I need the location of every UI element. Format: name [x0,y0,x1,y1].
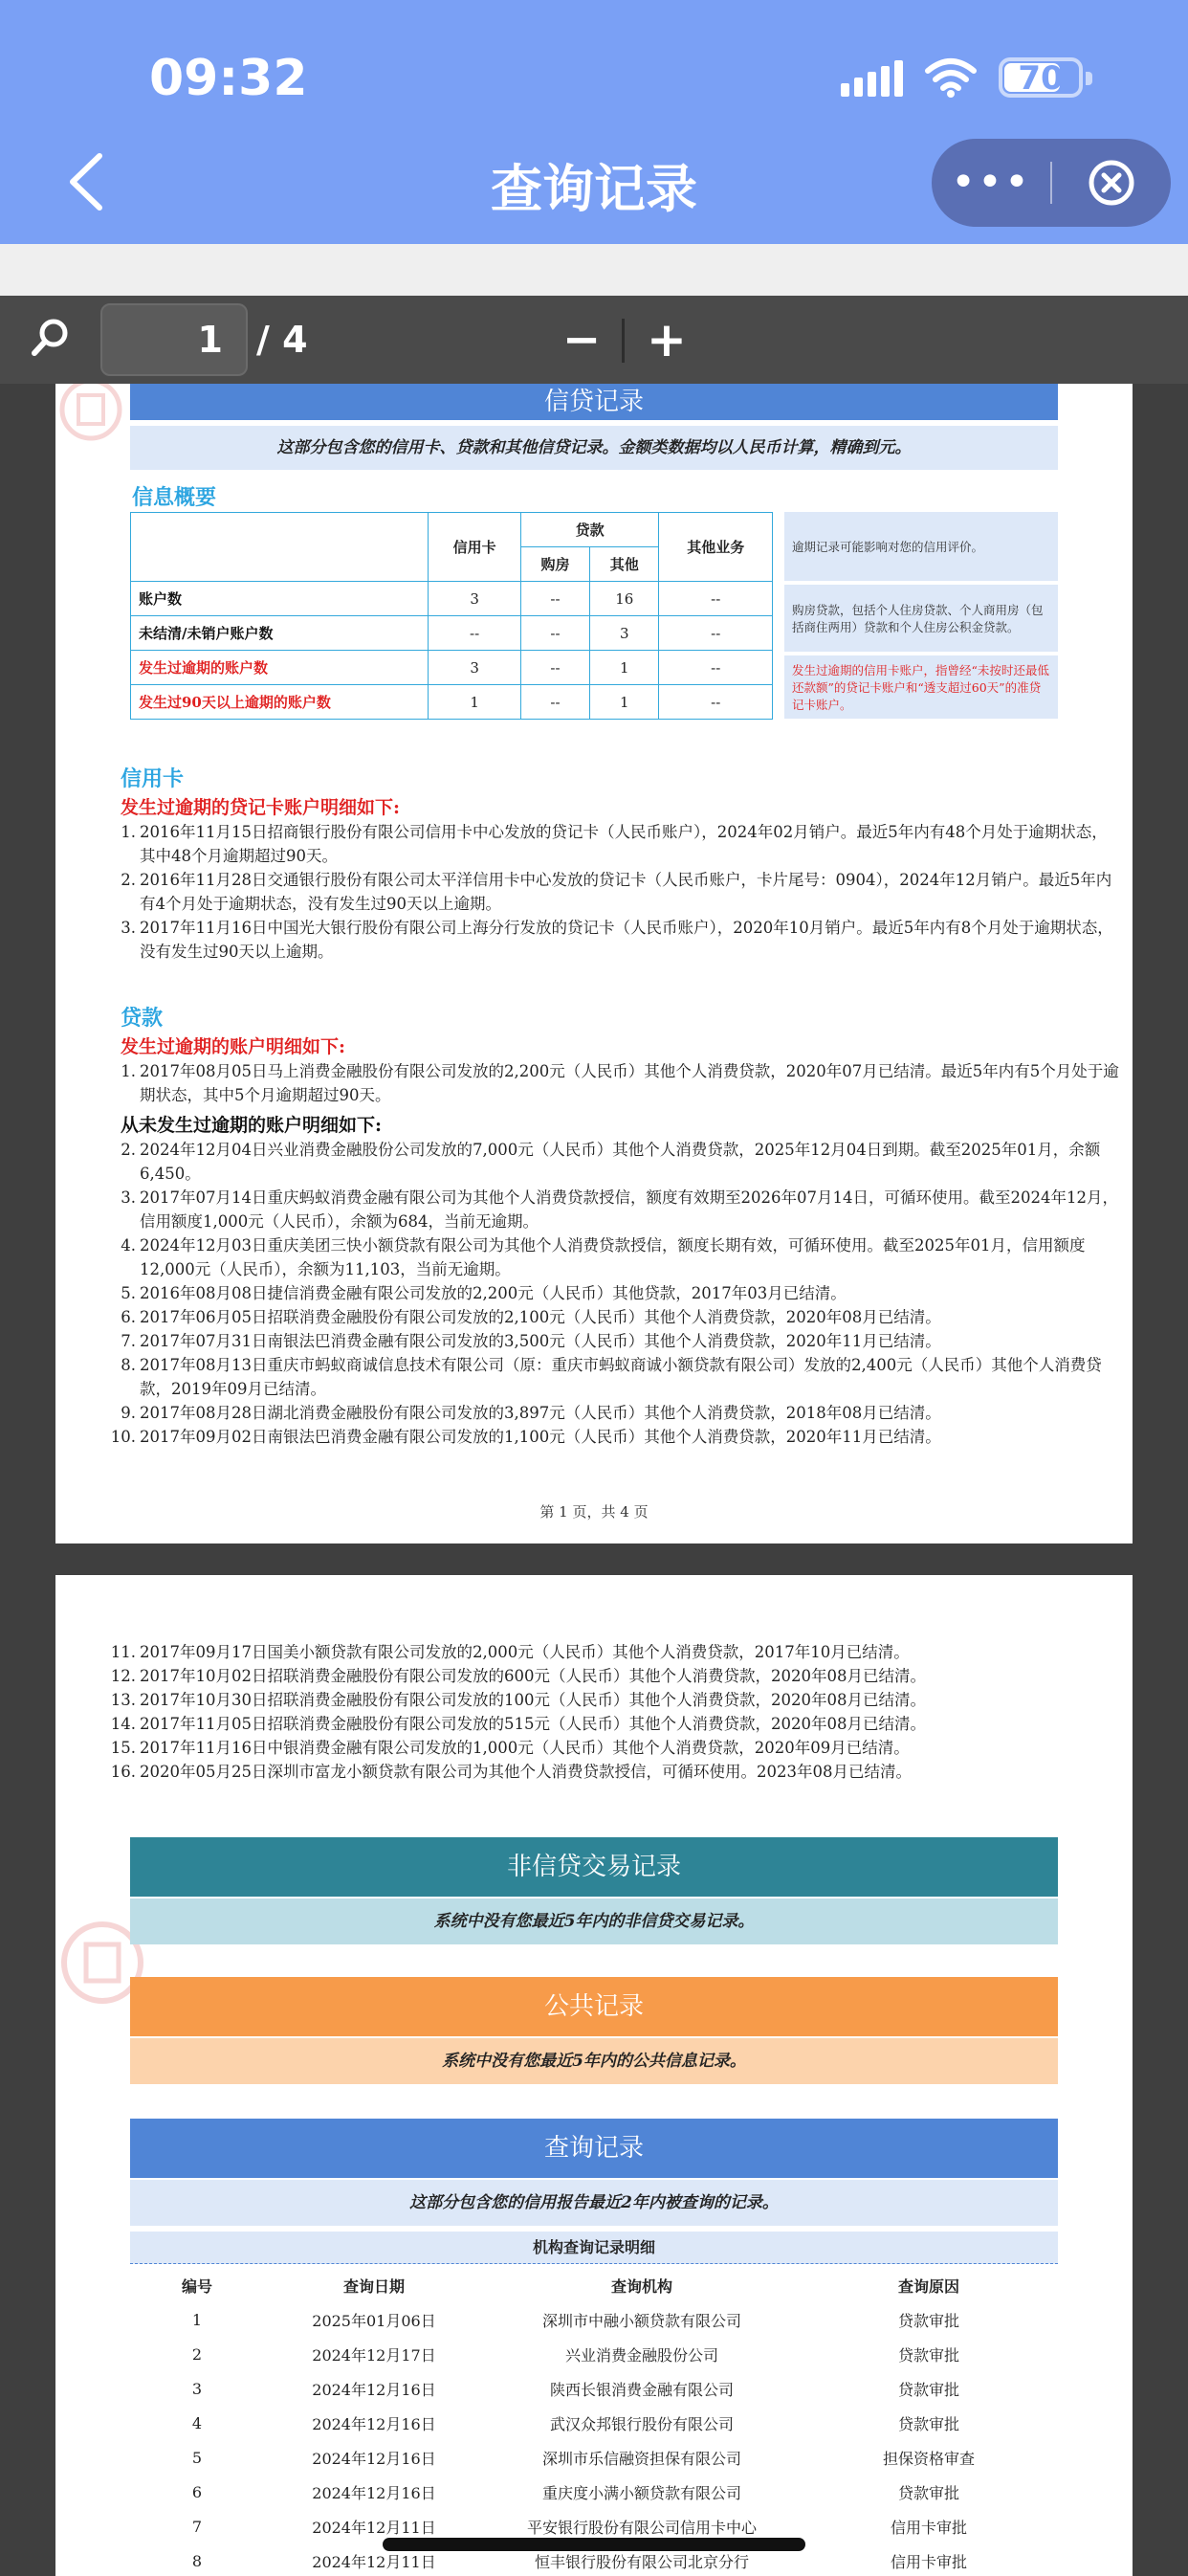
list-item-text: 2017年10月30日招联消费金融股份有限公司发放的100元（人民币）其他个人消费贷款，2020年08月已结清。 [140,1691,926,1709]
query-cell: 2025年01月06日 [312,2311,436,2330]
page-number-input[interactable]: 1 [100,303,248,376]
summary-cell: -- [520,616,589,651]
loan-overdue-heading: 发生过逾期的账户明细如下: [121,1036,346,1057]
list-item: 3. 2017年11月16日中国光大银行股份有限公司上海分行发放的贷记卡（人民币账户），2020年10月销户。最近5年内有8个月处于逾期状态，没有发生过90天以上逾期。 [121,919,1113,961]
list-item: 6. 2017年06月05日招联消费金融股份有限公司发放的2,100元（人民币）其他个人消费贷款，2020年08月已结清。 [121,1308,941,1326]
close-button[interactable] [1052,158,1171,208]
credit-section-title: 信贷记录 [130,384,1058,420]
non-credit-section-title: 非信贷交易记录 [130,1837,1058,1897]
summary-table [130,512,773,720]
list-item-text: 2024年12月04日兴业消费金融股份公司发放的7,000元（人民币）其他个人消费贷款，2025年12月04日到期。截至2025年01月，余额6,450。 [140,1141,1101,1183]
summary-cell: -- [520,582,589,616]
query-cell: 兴业消费金融股份公司 [564,2345,718,2365]
side-note: 购房贷款，包括个人住房贷款、个人商用房（包括商住两用）贷款和个人住房公积金贷款。 [784,585,1058,652]
query-cell: 深圳市乐信融资担保有限公司 [541,2449,741,2468]
list-item: 9. 2017年08月28日湖北消费金融股份有限公司发放的3,897元（人民币）其他个人消费贷款，2018年08月已结清。 [121,1404,941,1422]
query-cell: 重庆度小满小额贷款有限公司 [541,2483,741,2502]
app-header [0,0,1188,244]
query-cell: 陕西长银消费金融有限公司 [549,2380,734,2399]
loan-normal-list-continued [110,1640,1123,1784]
query-cell: 5 [191,2448,203,2467]
summary-cell: -- [520,651,589,685]
summary-cell: 1 [590,651,659,685]
list-item: 10. 2017年09月02日南银法巴消费金融有限公司发放的1,100元（人民币）其他个人消费贷款，2020年11月已结清。 [110,1428,941,1446]
query-cell: 6 [191,2482,203,2501]
public-records-title: 公共记录 [130,1977,1058,2036]
list-item-text: 2017年11月16日中国光大银行股份有限公司上海分行发放的贷记卡（人民币账户），2020年10月销户。最近5年内有8个月处于逾期状态，没有发生过90天以上逾期。 [140,919,1113,961]
side-note: 逾期记录可能影响对您的信用评价。 [784,512,1058,581]
summary-row-label: 发生过90天以上逾期的账户数 [131,685,429,720]
list-item: 1. 2016年11月15日招商银行股份有限公司信用卡中心发放的贷记卡（人民币账户），2024年02月销户。最近5年内有48个月处于逾期状态，其中48个月逾期超过90天。 [121,823,1108,865]
pdf-page-2 [55,1575,1133,2576]
list-item-text: 2016年11月15日招商银行股份有限公司信用卡中心发放的贷记卡（人民币账户），2024年02月销户。最近5年内有48个月处于逾期状态，其中48个月逾期超过90天。 [140,823,1108,865]
cellular-signal-icon [841,58,903,97]
credit-card-list [119,820,1123,964]
pdf-page-1 [55,384,1133,1543]
list-item-text: 2017年07月14日重庆蚂蚁消费金融有限公司为其他个人消费贷款授信，额度有效期至2026年07月14日，可循环使用。截至2024年12月，信用额度1,000元（人民币），余额为684，当前无逾期。 [140,1188,1118,1231]
query-table-header [130,2268,1058,2302]
query-cell: 2024年12月17日 [312,2345,436,2365]
list-item: 15. 2017年11月16日中银消费金融有限公司发放的1,000元（人民币）其他个人消费贷款，2020年09月已结清。 [110,1739,910,1757]
content-gap [0,244,1188,296]
query-records-note: 这部分包含您的信用报告最近2年内被查询的记录。 [130,2180,1058,2226]
query-cell: 2024年12月16日 [312,2449,436,2468]
query-cell: 2024年12月11日 [312,2552,436,2571]
battery-icon [999,57,1083,98]
list-item-text: 2017年08月28日湖北消费金融股份有限公司发放的3,897元（人民币）其他个人消费贷款，2018年08月已结清。 [140,1404,941,1422]
query-cell: 贷款审批 [897,2414,959,2433]
list-item-text: 2016年11月28日交通银行股份有限公司太平洋信用卡中心发放的贷记卡（人民币账户，卡片尾号：0904），2024年12月销户。最近5年内有4个月处于逾期状态，没有发生过90天以上逾期。 [140,871,1112,913]
query-cell: 深圳市中融小额贷款有限公司 [541,2311,741,2330]
summary-row-label: 发生过逾期的账户数 [131,651,429,685]
page-footer: 第 1 页，共 4 页 [539,1503,649,1521]
query-records-subtitle: 机构查询记录明细 [130,2232,1058,2264]
list-item-text: 2017年09月17日国美小额贷款有限公司发放的2,000元（人民币）其他个人消费贷款，2017年10月已结清。 [140,1643,910,1661]
loan-normal-list [110,1138,1123,1449]
query-cell: 平安银行股份有限公司信用卡中心 [526,2518,757,2537]
list-item-text: 2020年05月25日深圳市富龙小额贷款有限公司为其他个人消费贷款授信，可循环使用。2023年08月已结清。 [140,1763,912,1781]
query-cell: 担保资格审查 [882,2449,975,2468]
summary-cell: -- [520,685,589,720]
query-col-header: 查询日期 [342,2276,405,2296]
query-col-header: 查询机构 [610,2276,672,2296]
summary-row [131,685,773,720]
list-item-text: 2017年08月13日重庆市蚂蚁商诚信息技术有限公司（原：重庆市蚂蚁商诚小额贷款有限公司）发放的2,400元（人民币）其他个人消费贷款，2019年09月已结清。 [140,1356,1102,1398]
summary-cell: 3 [590,616,659,651]
list-item: 5. 2016年08月08日捷信消费金融有限公司发放的2,200元（人民币）其他贷款，2017年03月已结清。 [121,1284,847,1302]
query-cell: 4 [191,2413,203,2432]
side-note: 发生过逾期的信用卡账户，指曾经“未按时还最低还款额”的贷记卡账户和“透支超过60天”的准贷记卡账户。 [784,655,1058,719]
summary-row-label: 未结清/未销户账户数 [131,616,429,651]
summary-col-other-business: 其他业务 [659,513,773,582]
summary-cell: 16 [590,582,659,616]
loan-normal-heading: 从未发生过逾期的账户明细如下: [121,1115,383,1136]
table-row [130,2337,1058,2371]
table-row [130,2440,1058,2475]
list-item-text: 2017年11月05日招联消费金融股份有限公司发放的515元（人民币）其他个人消费贷款，2020年08月已结清。 [140,1715,926,1733]
summary-cell: -- [659,651,773,685]
query-cell: 2024年12月11日 [312,2518,436,2537]
summary-cell: -- [659,582,773,616]
summary-cell: -- [659,616,773,651]
list-item: 16. 2020年05月25日深圳市富龙小额贷款有限公司为其他个人消费贷款授信，可循环使用。2023年08月已结清。 [110,1763,912,1781]
query-cell: 2024年12月16日 [312,2483,436,2502]
loan-overdue-list [119,1059,1123,1107]
summary-cell: 1 [429,685,520,720]
table-row [130,2371,1058,2406]
list-item-text: 2017年09月02日南银法巴消费金融有限公司发放的1,100元（人民币）其他个人消费贷款，2020年11月已结清。 [140,1428,941,1446]
summary-col-housing: 购房 [520,547,589,582]
credit-card-overdue-heading: 发生过逾期的贷记卡账户明细如下: [121,797,401,818]
wifi-icon [924,57,978,98]
close-circle-icon [1087,158,1136,208]
table-row [130,2302,1058,2337]
list-item-text: 2017年06月05日招联消费金融股份有限公司发放的2,100元（人民币）其他个人消费贷款，2020年08月已结清。 [140,1308,941,1326]
list-item-text: 2016年08月08日捷信消费金融有限公司发放的2,200元（人民币）其他贷款，2017年03月已结清。 [140,1284,847,1302]
query-table [130,2268,1058,2576]
more-button[interactable]: ••• [951,158,1031,207]
home-indicator [383,2538,805,2551]
search-icon[interactable] [27,315,73,361]
list-item: 3. 2017年07月14日重庆蚂蚁消费金融有限公司为其他个人消费贷款授信，额度有效期至2026年07月14日，可循环使用。截至2024年12月，信用额度1,000元（人民币），余额为684，当前无逾期。 [121,1188,1118,1231]
query-col-header: 编号 [181,2276,212,2296]
query-cell: 贷款审批 [897,2311,959,2330]
credit-section-note: 这部分包含您的信用卡、贷款和其他信贷记录。金额类数据均以人民币计算，精确到元。 [130,426,1058,470]
credit-card-heading: 信用卡 [121,767,185,791]
status-icons [841,57,1083,98]
zoom-divider [622,319,625,363]
page-title: 查询记录 [491,159,697,219]
stamp-seal-icon [57,384,124,443]
summary-cell: -- [659,685,773,720]
summary-row [131,582,773,616]
table-row [130,2406,1058,2440]
list-item: 4. 2024年12月03日重庆美团三快小额贷款有限公司为其他个人消费贷款授信，额度长期有效，可循环使用。截至2025年01月，信用额度12,000元（人民币），余额为11,103，当前无逾期。 [121,1236,1086,1278]
pdf-toolbar [0,296,1188,384]
mini-program-capsule [932,139,1171,227]
loan-heading: 贷款 [121,1007,164,1031]
query-cell: 信用卡审批 [890,2518,967,2537]
query-cell: 8 [191,2551,203,2570]
public-records-note: 系统中没有您最近5年内的公共信息记录。 [130,2038,1058,2084]
list-item-text: 2017年08月05日马上消费金融股份有限公司发放的2,200元（人民币）其他个人消费贷款，2020年07月已结清。最近5年内有5个月处于逾期状态，其中5个月逾期超过90天。 [140,1062,1119,1104]
query-cell: 武汉众邦银行股份有限公司 [549,2414,734,2433]
summary-row [131,616,773,651]
summary-corner [131,513,429,582]
non-credit-section-note: 系统中没有您最近5年内的非信贷交易记录。 [130,1899,1058,1944]
query-cell: 2024年12月16日 [312,2380,436,2399]
zoom-out-button[interactable]: − [562,313,602,366]
query-cell: 贷款审批 [897,2345,959,2365]
summary-row-label: 账户数 [131,582,429,616]
summary-col-loan: 贷款 [520,513,659,547]
status-time: 09:32 [149,50,308,107]
pdf-viewer[interactable] [0,384,1188,2576]
list-item: 2. 2024年12月04日兴业消费金融股份公司发放的7,000元（人民币）其他个人消费贷款，2025年12月04日到期。截至2025年01月，余额6,450。 [121,1141,1101,1183]
list-item: 1. 2017年08月05日马上消费金融股份有限公司发放的2,200元（人民币）其他个人消费贷款，2020年07月已结清。最近5年内有5个月处于逾期状态，其中5个月逾期超过90天。 [121,1062,1119,1104]
summary-col-other: 其他 [590,547,659,582]
query-cell: 恒丰银行股份有限公司北京分行 [534,2552,749,2571]
query-records-title: 查询记录 [130,2119,1058,2178]
list-item: 2. 2016年11月28日交通银行股份有限公司太平洋信用卡中心发放的贷记卡（人民币账户，卡片尾号：0904），2024年12月销户。最近5年内有4个月处于逾期状态，没有发生过90天以上逾期。 [121,871,1112,913]
query-cell: 1 [191,2310,203,2329]
list-item-text: 2024年12月03日重庆美团三快小额贷款有限公司为其他个人消费贷款授信，额度长期有效，可循环使用。截至2025年01月，信用额度12,000元（人民币），余额为11,103，当前无逾期。 [140,1236,1086,1278]
summary-cell: -- [429,616,520,651]
list-item: 11. 2017年09月17日国美小额贷款有限公司发放的2,000元（人民币）其他个人消费贷款，2017年10月已结清。 [110,1643,910,1661]
list-item: 13. 2017年10月30日招联消费金融股份有限公司发放的100元（人民币）其他个人消费贷款，2020年08月已结清。 [110,1691,926,1709]
list-item-text: 2017年07月31日南银法巴消费金融有限公司发放的3,500元（人民币）其他个人消费贷款，2020年11月已结清。 [140,1332,941,1350]
query-cell: 贷款审批 [897,2380,959,2399]
table-row [130,2475,1058,2509]
summary-cell: 1 [590,685,659,720]
summary-col-credit-card: 信用卡 [429,513,520,582]
query-cell: 2024年12月16日 [312,2414,436,2433]
list-item: 7. 2017年07月31日南银法巴消费金融有限公司发放的3,500元（人民币）其他个人消费贷款，2020年11月已结清。 [121,1332,941,1350]
list-item-text: 2017年10月02日招联消费金融股份有限公司发放的600元（人民币）其他个人消费贷款，2020年08月已结清。 [140,1667,926,1685]
query-cell: 7 [191,2517,203,2536]
summary-cell: 3 [429,651,520,685]
query-col-header: 查询原因 [897,2276,959,2296]
query-cell: 信用卡审批 [890,2552,967,2571]
list-item: 14. 2017年11月05日招联消费金融股份有限公司发放的515元（人民币）其他个人消费贷款，2020年08月已结清。 [110,1715,926,1733]
query-cell: 3 [191,2379,203,2398]
list-item-text: 2017年11月16日中银消费金融有限公司发放的1,000元（人民币）其他个人消费贷款，2020年09月已结清。 [140,1739,910,1757]
list-item: 12. 2017年10月02日招联消费金融股份有限公司发放的600元（人民币）其他个人消费贷款，2020年08月已结清。 [110,1667,926,1685]
summary-cell: 3 [429,582,520,616]
summary-row [131,651,773,685]
query-cell: 2 [191,2344,203,2364]
summary-heading: 信息概要 [132,486,217,510]
zoom-in-button[interactable]: + [647,312,687,367]
query-cell: 贷款审批 [897,2483,959,2502]
page-total: / 4 [256,319,308,361]
list-item: 8. 2017年08月13日重庆市蚂蚁商诚信息技术有限公司（原：重庆市蚂蚁商诚小额贷款有限公司）发放的2,400元（人民币）其他个人消费贷款，2019年09月已结清。 [121,1356,1102,1398]
battery-level: 70 [1018,59,1064,98]
